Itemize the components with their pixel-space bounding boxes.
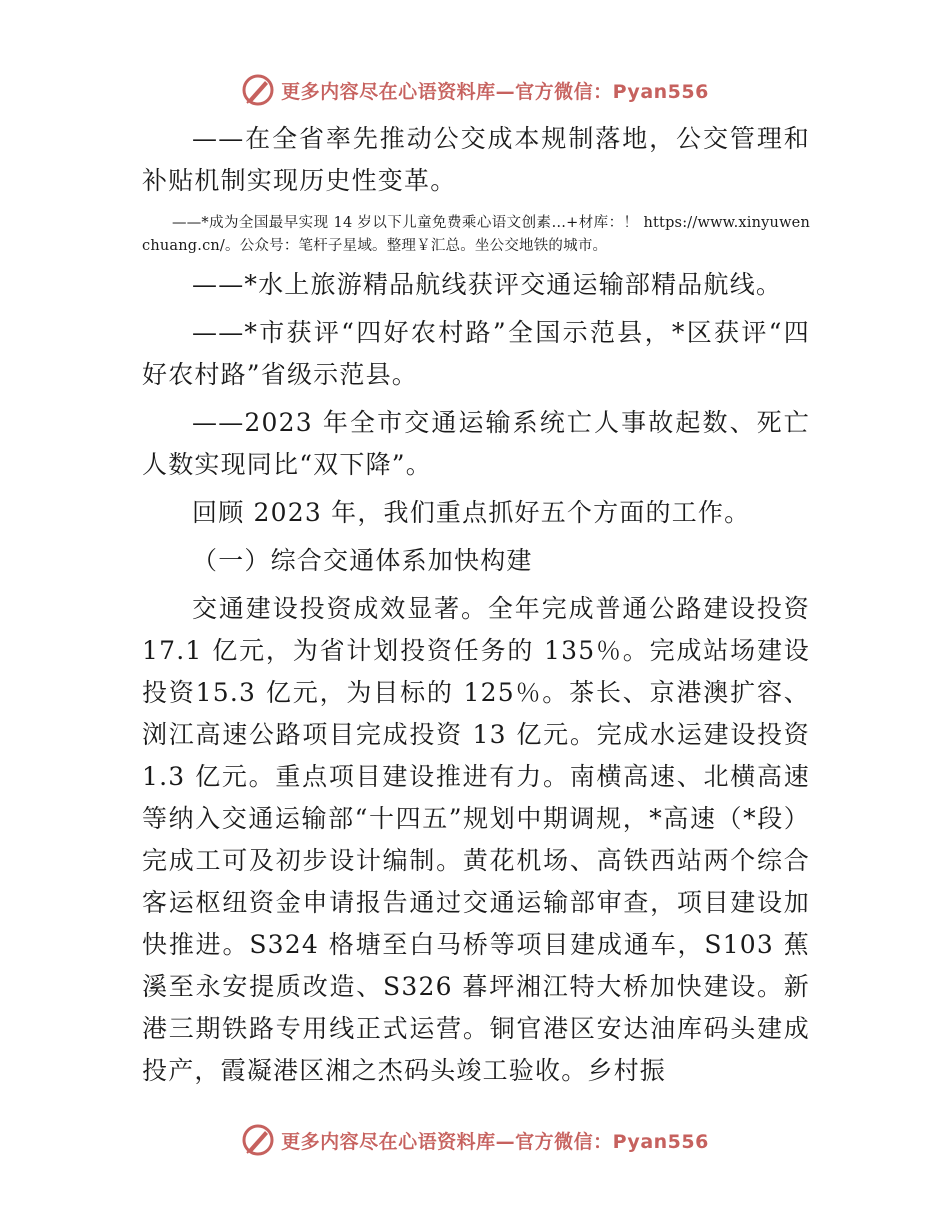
- paragraph-investment-results: 交通建设投资成效显著。全年完成普通公路建设投资17.1 亿元，为省计划投资任务的 135％。完成站场建设投资15.3 亿元，为目标的 125％。茶长、京港澳扩容、浏江高速公路项目完成投资 13 亿元。完成水运建设投资 1.3 亿元。重点项目建设推进有力。南横高速、北横高速等纳入交通运输部“十四五”规划中期调规，*高速（*段）完成工可及初步设计编制。黄花机场、高铁西站两个综合客运枢纽资金申请报告通过交通运输部审查，项目建设加快推进。S324 格塘至白马桥等项目建成通车，S103 蕉溪至永安提质改造、S326 暮坪湘江特大桥加快建设。新港三期铁路专用线正式运营。铜官港区安达油库码头建成投产，霞凝港区湘之杰码头竣工验收。乡村振: [142, 594, 810, 1085]
- watermark-text: 更多内容尽在心语资料库—官方微信：Pyan556: [281, 80, 709, 103]
- watermark-text: 更多内容尽在心语资料库—官方微信：Pyan556: [281, 1130, 709, 1153]
- paragraph-free-ride-children: ——*成为全国最早实现 14 岁以下儿童免费乘心语文创素…+材库：！ https://www.xinyuwenchuang.cn/。公众号：笔杆子星域。整理￥汇总。坐公交地铁的城市。: [142, 215, 810, 254]
- quill-logo-icon: [241, 73, 275, 107]
- section-heading-transport-system: （一）综合交通体系加快构建: [192, 546, 533, 575]
- paragraph-bus-cost-reform: ——在全省率先推动公交成本规制落地，公交管理和补贴机制实现历史性变革。: [142, 124, 810, 195]
- watermark-footer: [0, 1120, 950, 1160]
- paragraph-rural-road-award: ——*市获评“四好农村路”全国示范县，*区获评“四好农村路”省级示范县。: [142, 318, 810, 389]
- quill-logo-icon: [241, 1123, 275, 1157]
- watermark-header: [0, 70, 950, 110]
- paragraph-water-tourism-route: ——*水上旅游精品航线获评交通运输部精品航线。: [192, 270, 783, 299]
- paragraph-review-intro: 回顾 2023 年，我们重点抓好五个方面的工作。: [192, 498, 751, 527]
- paragraph-safety-decline: ——2023 年全市交通运输系统亡人事故起数、死亡人数实现同比“双下降”。: [142, 408, 810, 479]
- document-body: [142, 118, 810, 1092]
